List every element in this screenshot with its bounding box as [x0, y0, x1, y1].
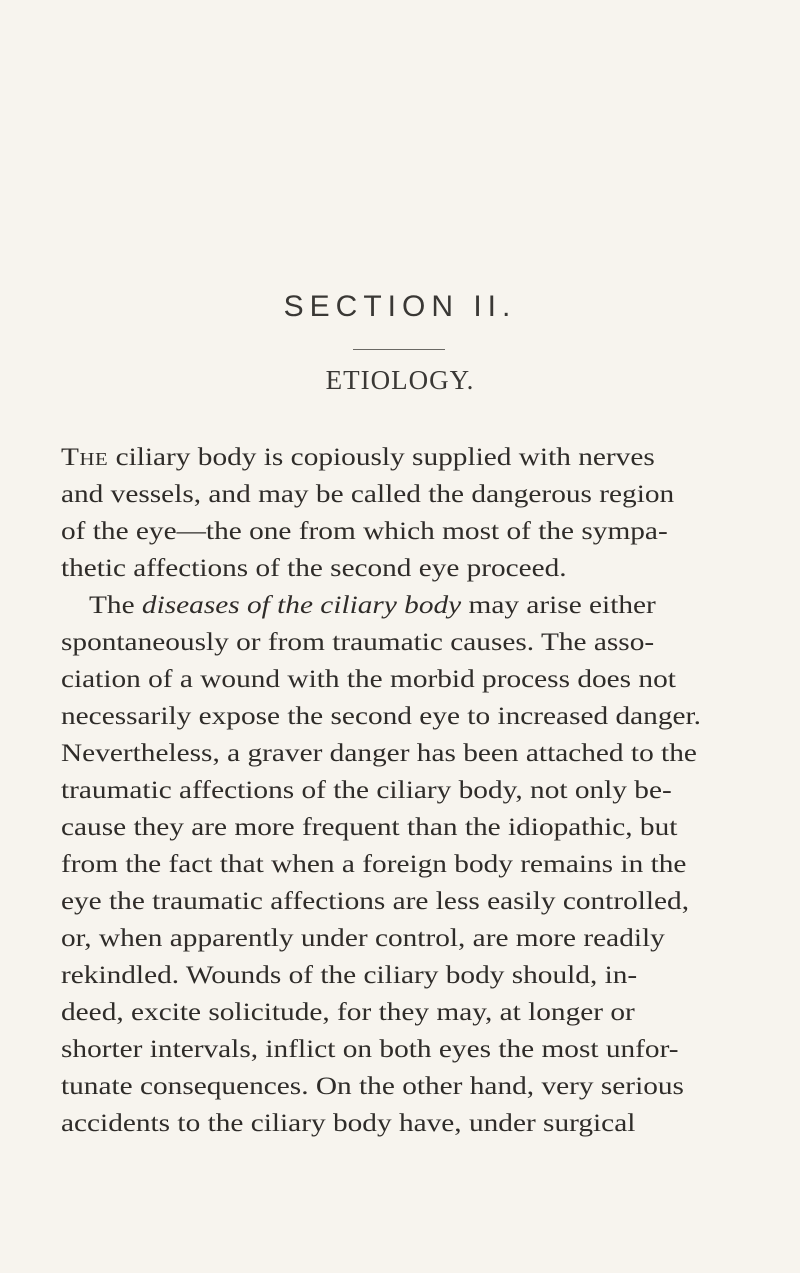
text-run: Nevertheless, a graver danger has been attached to the	[61, 738, 697, 767]
text-line	[61, 698, 701, 734]
text-run: ciliary body is copiously supplied with nerves	[108, 442, 655, 471]
text-run: or, when apparently under control, are more readily	[61, 923, 665, 952]
text-run: rekindled. Wounds of the ciliary body should, in-	[61, 960, 638, 989]
section-heading: SECTION II.	[283, 290, 517, 323]
text-run: cause they are more frequent than the idiopathic, but	[61, 812, 678, 841]
text-run: and vessels, and may be called the dangerous region	[61, 479, 675, 508]
text-line	[61, 1031, 679, 1067]
text-line	[61, 846, 686, 882]
text-line	[61, 772, 672, 808]
divider-rule	[353, 349, 445, 350]
text-run: of the eye—the one from which most of the sympa-	[61, 516, 668, 545]
text-run: traumatic affections of the ciliary body, not only be-	[61, 775, 672, 804]
text-line	[61, 994, 635, 1030]
text-run: The	[89, 590, 142, 619]
text-line	[61, 1068, 684, 1104]
text-line	[61, 624, 654, 660]
text-run: necessarily expose the second eye to increased danger.	[61, 701, 702, 730]
small-caps-word: The	[61, 442, 109, 471]
text-run: spontaneously or from traumatic causes. The asso-	[61, 627, 655, 656]
text-run: accidents to the ciliary body have, under surgical	[61, 1108, 636, 1137]
text-run: deed, excite solicitude, for they may, at longer or	[61, 997, 635, 1026]
text-run: tunate consequences. On the other hand, very serious	[61, 1071, 684, 1100]
text-line	[89, 587, 656, 623]
text-line	[61, 920, 665, 956]
text-run: from the fact that when a foreign body remains in the	[61, 849, 687, 878]
text-run: ciation of a wound with the morbid process does not	[61, 664, 676, 693]
chapter-subheading: ETIOLOGY.	[325, 365, 475, 395]
text-line	[61, 735, 697, 771]
text-line	[61, 476, 674, 512]
text-line	[61, 550, 567, 586]
text-line	[61, 513, 668, 549]
text-line	[61, 957, 637, 993]
text-line	[61, 809, 677, 845]
text-line	[61, 439, 655, 475]
italic-phrase: diseases of the ciliary body	[141, 590, 462, 619]
text-run: may arise either	[461, 590, 656, 619]
text-run: shorter intervals, inflict on both eyes the most unfor-	[61, 1034, 679, 1063]
text-run: thetic affections of the second eye proceed.	[61, 553, 567, 582]
text-line	[61, 661, 676, 697]
text-run: eye the traumatic affections are less easily controlled,	[61, 886, 690, 915]
text-line	[61, 1105, 635, 1141]
text-line	[61, 883, 689, 919]
